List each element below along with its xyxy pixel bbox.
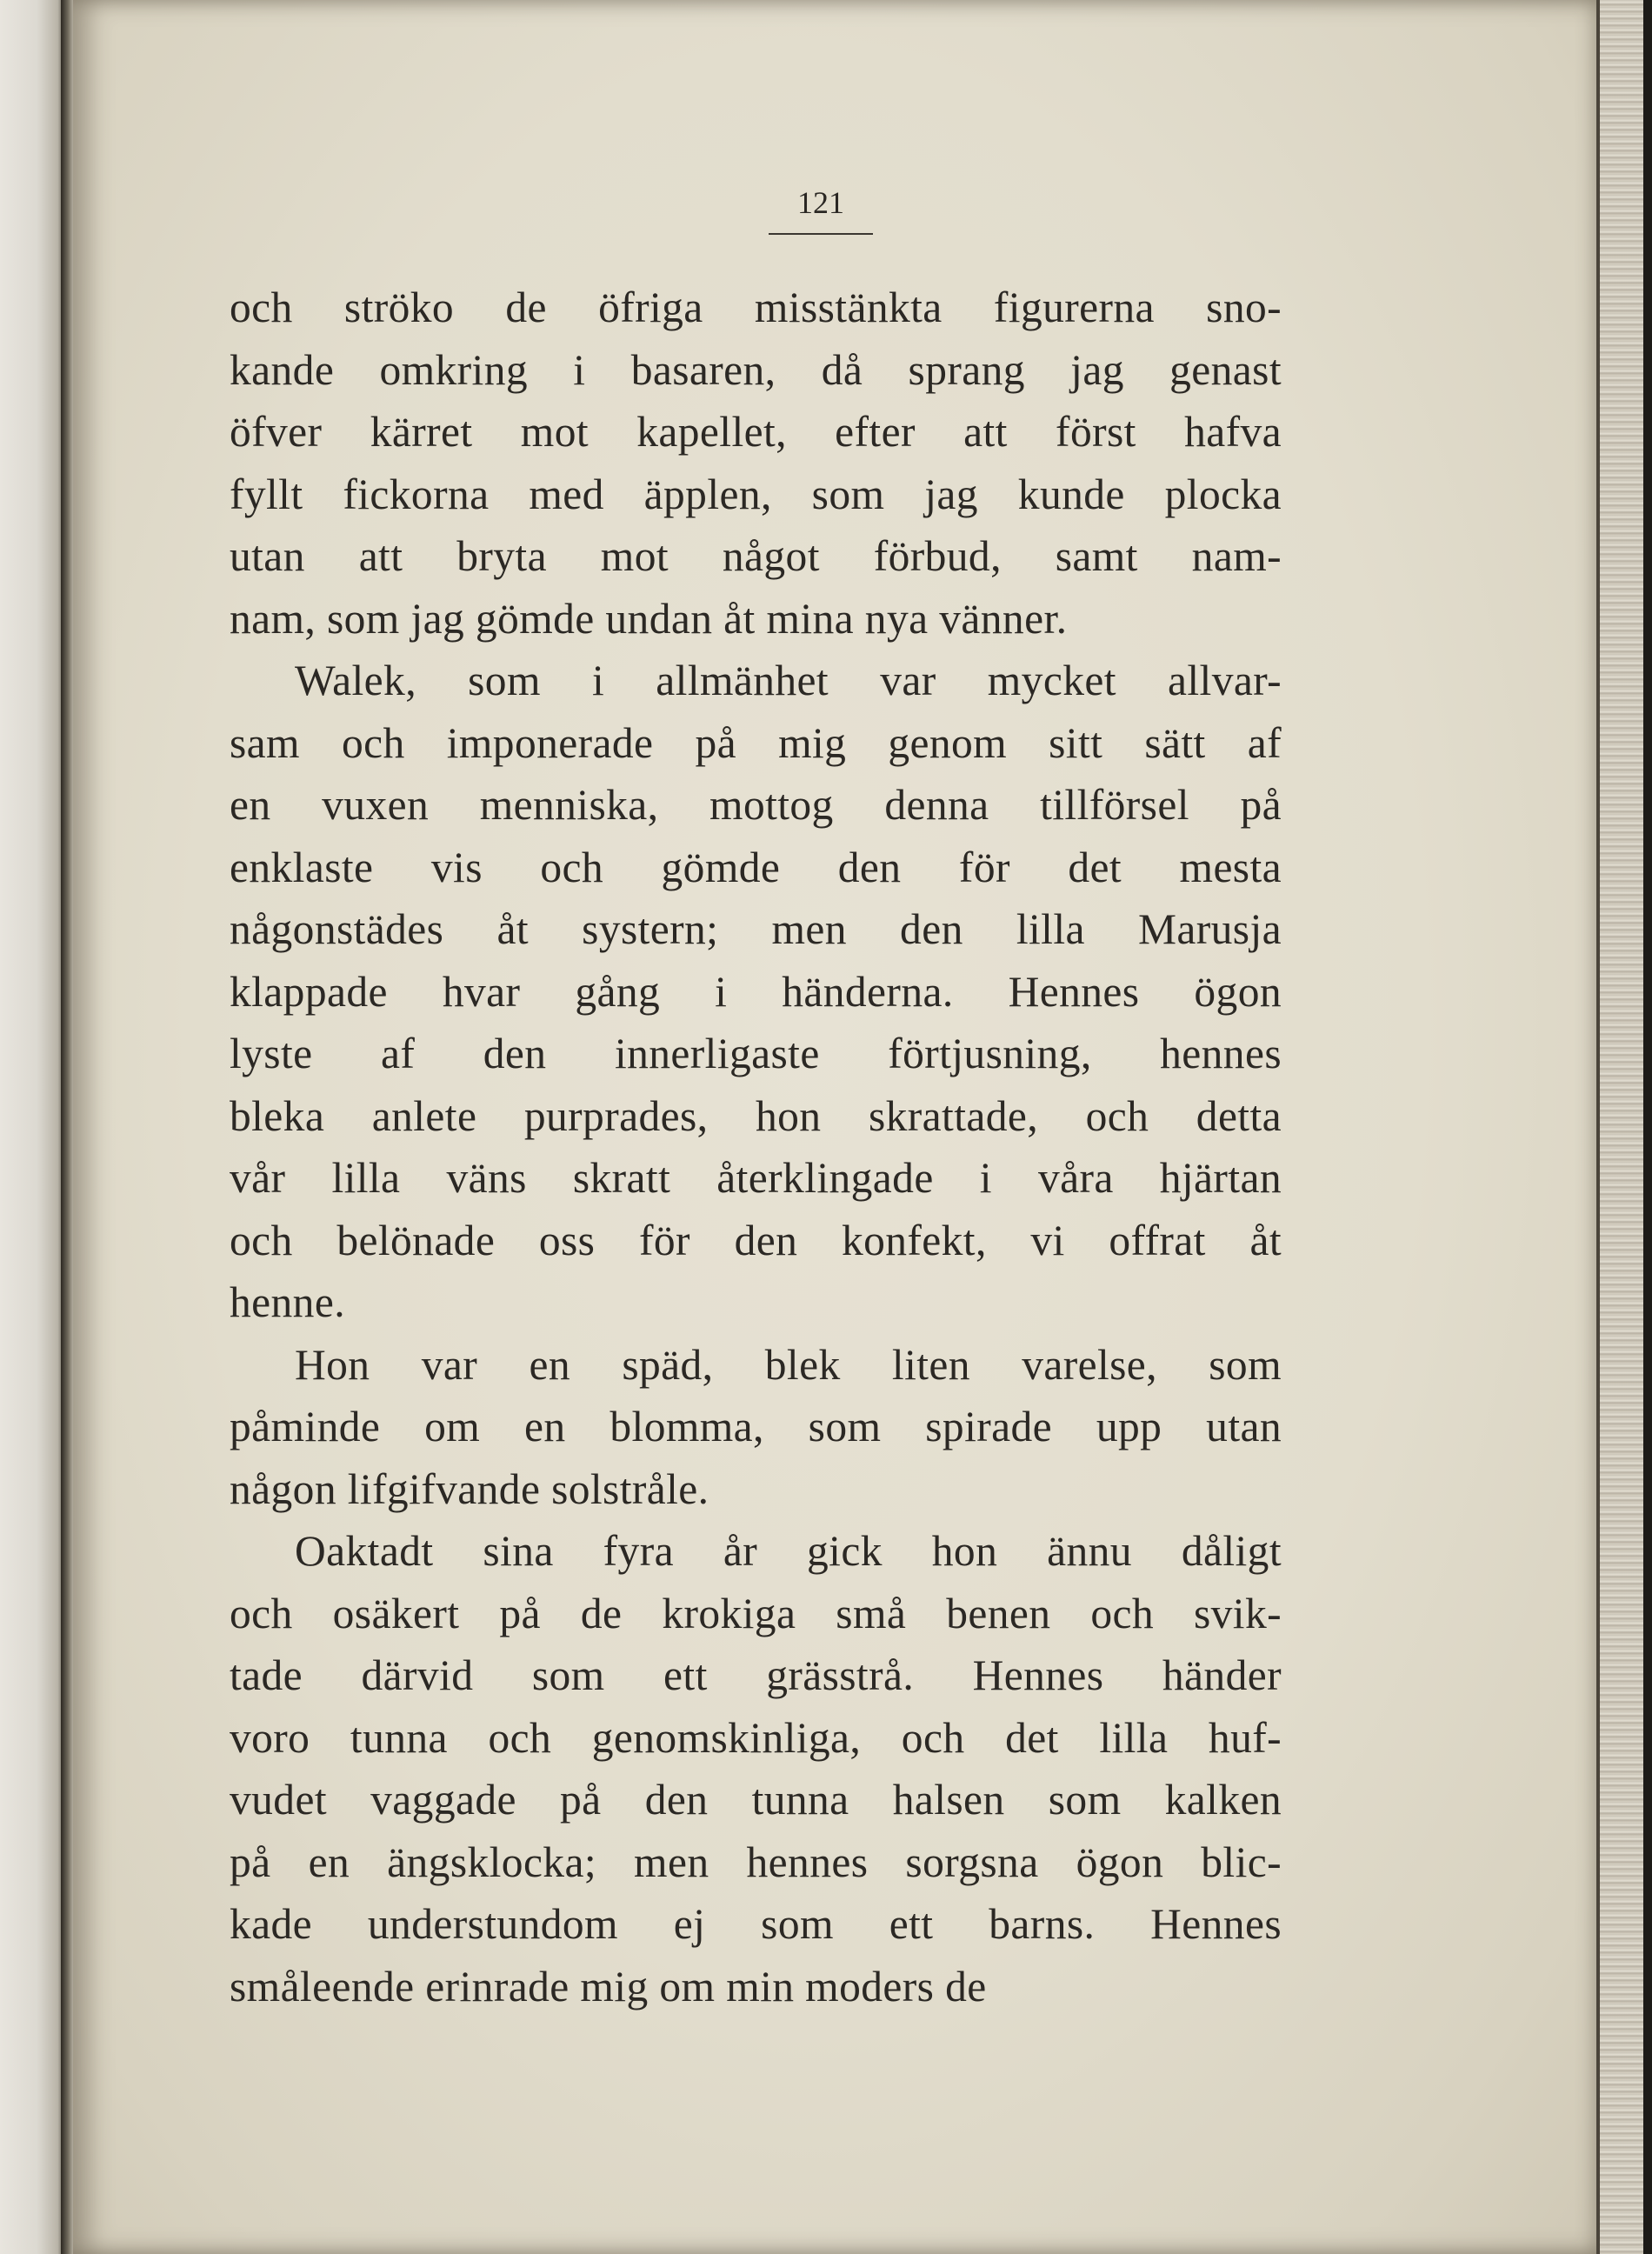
page-number: 121 xyxy=(769,184,873,235)
text-line: Hon var en späd, blek liten varelse, som xyxy=(295,1340,1282,1389)
text-line: småleende erinrade mig om min moders de xyxy=(230,1962,987,2011)
text-line: och osäkert på de krokiga små benen och svik- xyxy=(230,1589,1282,1637)
text-line: klappade hvar gång i händerna. Hennes ögon xyxy=(230,967,1282,1016)
paragraph xyxy=(230,277,1282,650)
text-line: sam och imponerade på mig genom sitt sätt af xyxy=(230,718,1282,767)
text-line: och ströko de öfriga misstänkta figurerna sno- xyxy=(230,283,1282,331)
text-line: voro tunna och genomskinliga, och det lilla huf- xyxy=(230,1713,1282,1762)
text-line: vår lilla väns skratt återklingade i våra hjärtan xyxy=(230,1154,1282,1202)
text-line: påminde om en blomma, som spirade upp utan xyxy=(230,1403,1282,1450)
paragraph xyxy=(230,650,1282,1334)
text-line: Oaktadt sina fyra år gick hon ännu dåligt xyxy=(295,1527,1282,1575)
text-line: någon lifgifvande solstråle. xyxy=(230,1464,709,1513)
text-line: vudet vaggade på den tunna halsen som kalken xyxy=(230,1776,1282,1824)
text-line: någonstädes åt systern; men den lilla Marusja xyxy=(230,905,1282,953)
paragraph xyxy=(230,1334,1282,1521)
text-line: tade därvid som ett grässtrå. Hennes händer xyxy=(230,1651,1282,1699)
text-line: nam, som jag gömde undan åt mina nya vänner. xyxy=(230,594,1068,643)
text-line: en vuxen menniska, mottog denna tillförsel på xyxy=(230,781,1282,829)
body-text xyxy=(230,277,1282,2017)
text-line: bleka anlete purprades, hon skrattade, och detta xyxy=(230,1091,1282,1140)
page-stack-edge xyxy=(1596,0,1652,2254)
paragraph xyxy=(230,1520,1282,2017)
text-line: och belönade oss för den konfekt, vi offrat åt xyxy=(230,1216,1282,1264)
previous-page-edge xyxy=(0,0,68,2254)
text-line: kande omkring i basaren, då sprang jag genast xyxy=(230,345,1282,394)
text-line: utan att bryta mot något förbud, samt nam- xyxy=(230,532,1282,580)
text-line: öfver kärret mot kapellet, efter att först hafva xyxy=(230,408,1282,456)
text-line: Walek, som i allmänhet var mycket allvar- xyxy=(295,657,1282,704)
text-line: henne. xyxy=(230,1278,345,1326)
text-line: lyste af den innerligaste förtjusning, hennes xyxy=(230,1030,1282,1077)
text-line: på en ängsklocka; men hennes sorgsna ögon blic- xyxy=(230,1837,1282,1886)
text-line: kade understundom ej som ett barns. Hennes xyxy=(230,1900,1282,1948)
text-line: fyllt fickorna med äpplen, som jag kunde plocka xyxy=(230,470,1282,518)
text-line: enklaste vis och gömde den för det mesta xyxy=(230,843,1282,891)
